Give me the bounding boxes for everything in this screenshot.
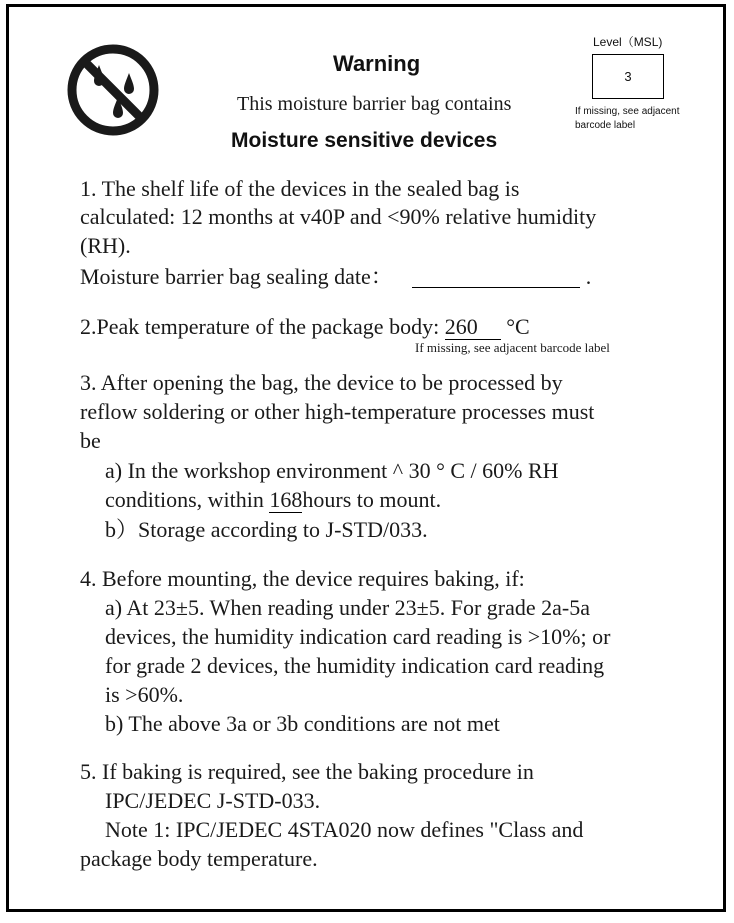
msl-note-line2: barcode label — [575, 120, 636, 131]
sealing-date-field — [412, 265, 580, 288]
section4-b-line: b) The above 3a or 3b conditions are not met — [105, 711, 500, 736]
devices-title: Moisture sensitive devices — [231, 129, 498, 152]
section3-a-line2: conditions, within 168hours to mount. — [105, 487, 442, 512]
section1-line2: calculated: 12 months at v40P and <90% relative humidity — [80, 204, 597, 229]
mount-hours-value: 168 — [269, 487, 303, 512]
section4-a-line3: for grade 2 devices, the humidity indication card reading — [105, 653, 605, 678]
section4-a-line2: devices, the humidity indication card reading is >10%; or — [105, 624, 611, 649]
section3-line2: reflow soldering or other high-temperature processes must — [80, 399, 595, 424]
section5-line2: IPC/JEDEC J-STD-033. — [105, 788, 321, 813]
peak-temperature-unit: °C — [506, 314, 530, 339]
msl-value: 3 — [624, 69, 632, 84]
section4-a-line4: is >60%. — [105, 682, 184, 707]
section5-note-line2: package body temperature. — [80, 846, 318, 871]
section3-line3: be — [80, 428, 101, 453]
msl-label: Level（MSL) — [593, 35, 663, 49]
section3-a-line1: a) In the workshop environment ^ 30 ° C / 60% RH — [105, 458, 559, 483]
peak-temperature-label: 2.Peak temperature of the package body: — [80, 314, 440, 339]
section5-note-line1: Note 1: IPC/JEDEC 4STA020 now defines "Class and — [105, 817, 584, 842]
sealing-date-end: . — [585, 264, 592, 289]
sealing-date-row — [80, 262, 591, 291]
moisture-warning-label — [6, 4, 726, 912]
peak-temperature-note: If missing, see adjacent barcode label — [415, 340, 610, 355]
section3-b-line: b）Storage according to J-STD/033. — [105, 517, 428, 542]
msl-value-box — [592, 54, 664, 99]
section3-line1: 3. After opening the bag, the device to be processed by — [80, 370, 563, 395]
bag-contains-text: This moisture barrier bag contains — [237, 93, 512, 115]
peak-temperature-row — [80, 312, 530, 341]
section1-line3: (RH). — [80, 233, 131, 258]
section4-line1: 4. Before mounting, the device requires baking, if: — [80, 566, 525, 591]
section1-line1: 1. The shelf life of the devices in the sealed bag is — [80, 176, 520, 201]
sealing-date-label: Moisture barrier bag sealing date： — [80, 264, 393, 289]
section5-line1: 5. If baking is required, see the baking procedure in — [80, 759, 534, 784]
msl-note-line1: If missing, see adjacent — [575, 106, 680, 117]
section4-a-line1: a) At 23±5. When reading under 23±5. For grade 2a-5a — [105, 595, 590, 620]
no-moisture-icon — [66, 43, 160, 137]
warning-title: Warning — [333, 51, 421, 76]
peak-temperature-value: 260 — [445, 315, 501, 340]
